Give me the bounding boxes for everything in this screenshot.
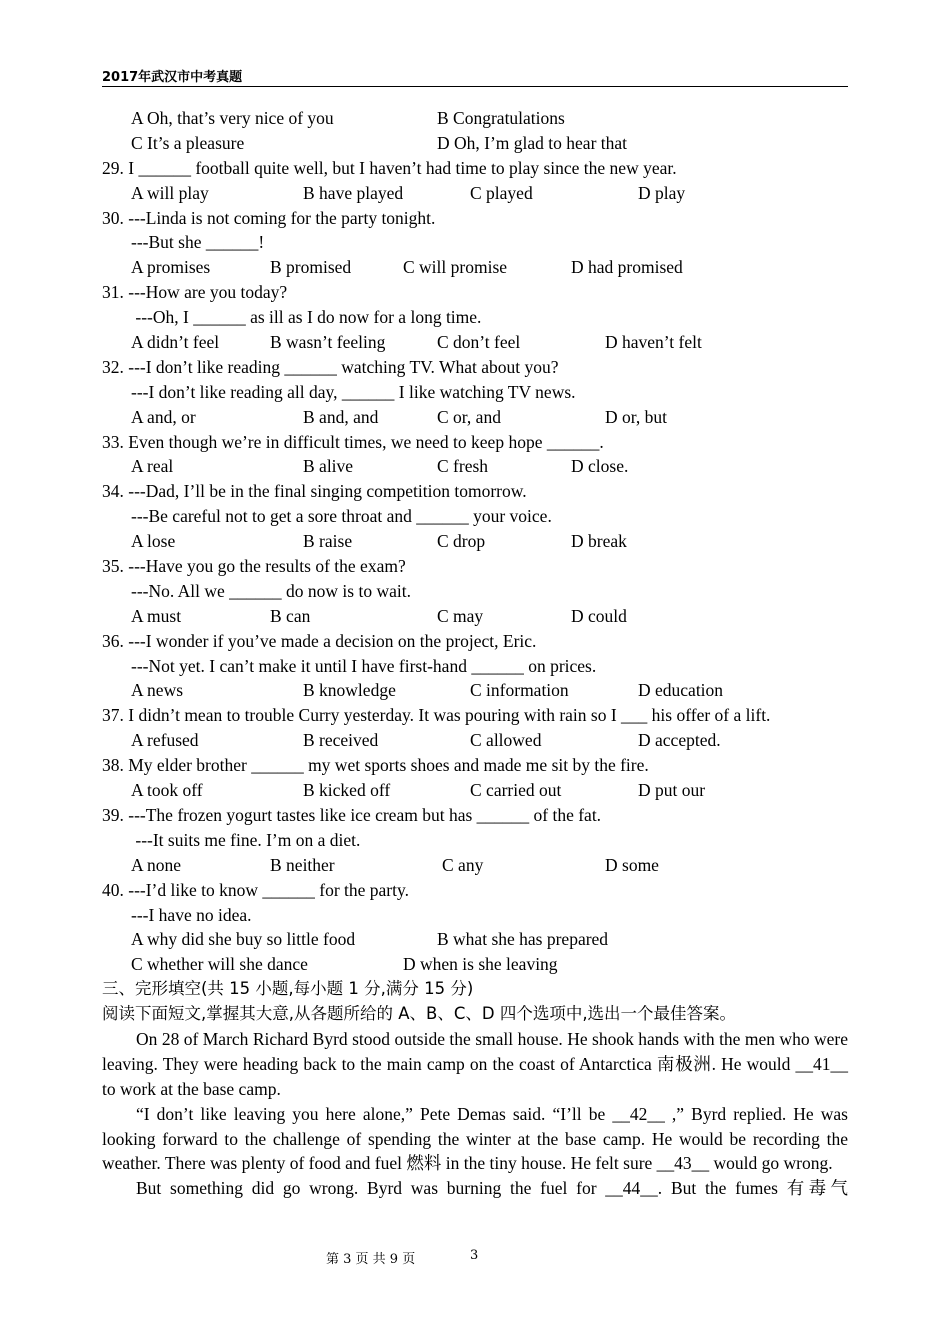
question-text: 40. ---I’d like to know ______ for the party. [102,879,409,900]
question-text: 37. I didn’t mean to trouble Curry yesterday. It was pouring with rain so I ___ his offer of a lift. [102,705,771,726]
q36-option-b: B knowledge [303,680,396,701]
q36-line2 [102,654,848,679]
q32-options [102,405,848,430]
dialog-line: ---Not yet. I can’t make it until I have first-hand ______ on prices. [131,655,597,676]
q35-option-b: B can [270,605,311,626]
q32-stem [102,355,848,380]
passage-paragraph-1: On 28 of March Richard Byrd stood outside the small house. He shook hands with the men who were leaving. They were heading back to the main camp on the coast of Antarctica 南极洲. He would __41__ to work at the base camp. [102,1028,848,1099]
q33-stem [102,430,848,455]
q37-option-b: B received [303,730,379,751]
q33-option-b: B alive [303,456,354,477]
q34-stem [102,479,848,504]
q36-option-d: D education [638,680,724,701]
q28-option-d: D Oh, I’m glad to hear that [437,132,628,153]
q29-option-c: C played [470,182,533,203]
q35-option-c: C may [437,605,484,626]
dialog-line: ---Oh, I ______ as ill as I do now for a long time. [131,307,482,328]
q40-stem [102,878,848,903]
q30-option-d: D had promised [571,257,683,278]
question-text: 34. ---Dad, I’ll be in the final singing competition tomorrow. [102,481,527,502]
q34-option-c: C drop [437,531,486,552]
q32-option-a: A and, or [131,406,196,427]
question-text: 35. ---Have you go the results of the exam? [102,556,406,577]
q38-option-a: A took off [131,780,203,801]
q40-option-c: C whether will she dance [131,954,308,975]
dialog-line: ---No. All we ______ do now is to wait. [131,580,411,601]
q39-option-b: B neither [270,854,335,875]
q37-stem [102,703,848,728]
section-title-text: 三、完形填空(共 15 小题,每小题 1 分,满分 15 分) [102,979,474,999]
q36-options [102,678,848,703]
q32-option-d: D or, but [605,406,668,427]
q39-option-c: C any [442,854,484,875]
q30-stem [102,206,848,231]
q37-option-d: D accepted. [638,730,721,751]
q30-option-c: C will promise [403,257,508,278]
q40-option-a: A why did she buy so little food [131,929,356,950]
page-header [102,64,848,87]
dialog-line: ---But she ______! [131,232,265,253]
q34-option-b: B raise [303,531,353,552]
q40-options-row-2 [102,952,848,977]
q31-option-b: B wasn’t feeling [270,332,386,353]
dialog-line: ---It suits me fine. I’m on a diet. [131,829,361,850]
q35-stem [102,554,848,579]
question-text: 30. ---Linda is not coming for the party tonight. [102,207,436,228]
q38-option-d: D put our [638,780,706,801]
q32-line2 [102,380,848,405]
q31-stem [102,280,848,305]
q33-option-a: A real [131,456,174,477]
q37-option-a: A refused [131,730,199,751]
q36-stem [102,629,848,654]
q39-option-d: D some [605,854,659,875]
q28-options-row-1 [102,106,848,131]
q31-option-d: D haven’t felt [605,332,702,353]
q36-option-a: A news [131,680,184,701]
q39-stem [102,803,848,828]
q39-options [102,853,848,878]
q35-option-d: D could [571,605,627,626]
q35-option-a: A must [131,605,182,626]
section-title [102,977,848,1002]
q37-options [102,728,848,753]
q38-stem [102,753,848,778]
page-number: 3 [470,1248,479,1263]
page-label: 第 3 页 共 9 页 [326,1252,416,1267]
passage-paragraph-3: But something did go wrong. Byrd was burning the fuel for __44__. But the fumes 有毒气 [136,1178,848,1199]
q29-option-a: A will play [131,182,209,203]
q34-option-a: A lose [131,531,176,552]
question-text: 39. ---The frozen yogurt tastes like ice cream but has ______ of the fat. [102,804,602,825]
q36-option-c: C information [470,680,569,701]
q30-options [102,255,848,280]
q29-stem [102,156,848,181]
q40-line2 [102,903,848,928]
q34-options [102,529,848,554]
q39-line2 [102,828,848,853]
q28-option-b: B Congratulations [437,108,565,128]
dialog-line: ---I don’t like reading all day, ______ I like watching TV news. [131,381,576,402]
q31-option-a: A didn’t feel [131,332,220,353]
q31-option-c: C don’t feel [437,332,521,353]
q39-option-a: A none [131,854,182,875]
q30-line2 [102,230,848,255]
q33-options [102,454,848,479]
q29-options [102,181,848,206]
passage-paragraph-2: “I don’t like leaving you here alone,” Pete Demas said. “I’ll be __42__ ,” Byrd replied. He was looking forward to the challenge of spending the winter at the base camp. He would be recording the weather. There was plenty of food and fuel 燃料 in the tiny house. He felt sure __43__ would go wrong. [102,1103,848,1174]
question-text: 38. My elder brother ______ my wet sports shoes and made me sit by the fire. [102,755,649,776]
section-instruction-text: 阅读下面短文,掌握其大意,从各题所给的 A、B、C、D 四个选项中,选出一个最佳答案。 [102,1004,737,1024]
q31-options [102,330,848,355]
q30-option-a: A promises [131,257,211,278]
q38-option-b: B kicked off [303,780,391,801]
q34-line2 [102,504,848,529]
question-text: 36. ---I wonder if you’ve made a decision on the project, Eric. [102,630,537,651]
q30-option-b: B promised [270,257,352,278]
q32-option-b: B and, and [303,406,379,427]
q38-options [102,778,848,803]
q40-option-b: B what she has prepared [437,929,609,950]
question-text: 33. Even though we’re in difficult times, we need to keep hope ______. [102,431,604,452]
page-content [102,106,848,1201]
q32-option-c: C or, and [437,406,501,427]
question-text: 31. ---How are you today? [102,282,288,303]
q37-option-c: C allowed [470,730,542,751]
dialog-line: ---I have no idea. [131,904,252,925]
q33-option-c: C fresh [437,456,489,477]
q34-option-d: D break [571,531,627,552]
dialog-line: ---Be careful not to get a sore throat and ______ your voice. [131,506,552,527]
q35-line2 [102,579,848,604]
q40-options-row-1 [102,927,848,952]
q33-option-d: D close. [571,456,629,477]
q35-options [102,604,848,629]
question-text: 32. ---I don’t like reading ______ watching TV. What about you? [102,356,559,377]
q29-option-b: B have played [303,182,404,203]
q29-option-d: D play [638,182,686,203]
q40-option-d: D when is she leaving [403,954,558,975]
q28-option-c: C It’s a pleasure [131,132,245,153]
section-instruction [102,1002,848,1027]
q38-option-c: C carried out [470,780,562,801]
header-title: 2017年武汉市中考真题 [102,70,243,85]
question-text: 29. I ______ football quite well, but I haven’t had time to play since the new year. [102,157,677,178]
q31-line2 [102,305,848,330]
q28-options-row-2 [102,131,848,156]
q28-option-a: A Oh, that’s very nice of you [131,108,334,128]
